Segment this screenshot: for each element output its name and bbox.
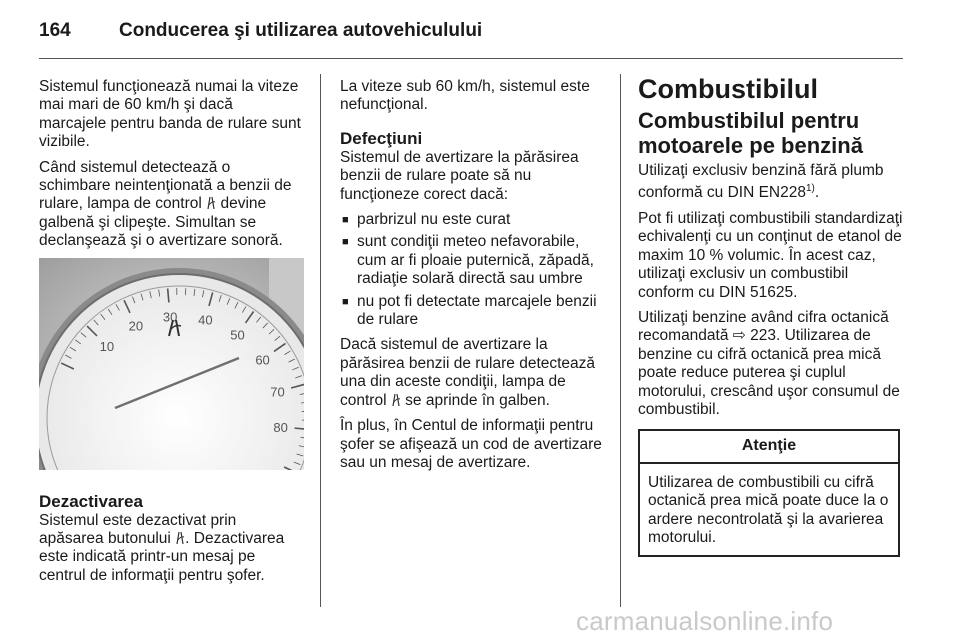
page-header	[39, 20, 919, 42]
column-2	[340, 78, 605, 479]
lane-departure-icon	[175, 531, 185, 545]
speedometer-figure	[39, 258, 304, 470]
column-divider-2	[620, 74, 621, 607]
caution-text: Utilizarea de combustibili cu cifră octanică prea mică poate duce la o ardere necontrolată şi la avarierea motorului.	[648, 473, 889, 547]
section-heading: Defecţiuni	[340, 128, 423, 148]
paragraph: Pot fi utilizaţi combustibili standardizaţi echivalenţi cu un conţinut de etanol de maxim 10 % volumic. În acest caz, utilizaţi exclusiv un combustibil conform cu DIN 51625.	[638, 209, 903, 301]
condition-list	[340, 211, 605, 329]
column-1	[39, 78, 304, 592]
list-item: ■ nu pot fi detectate marcajele benzii de rulare	[342, 292, 597, 329]
paragraph: Sistemul este dezactivat prin apăsarea butonului . Dezactivarea este indicată printr-un mesaj pe centrul de informaţii pentru şofer.	[39, 511, 285, 584]
page-number: 164	[39, 20, 71, 41]
paragraph: Sistemul de avertizare la părăsirea benzii de rulare poate să nu funcţioneze corect dacă:	[340, 148, 579, 203]
paragraph: Când sistemul detectează o schimbare neintenţionată a benzii de rulare, lampa de control devine galbenă şi clipeşte. Simultan se declanşează şi o avertizare sonoră.	[39, 158, 292, 250]
watermark: carmanualsonline.info	[576, 606, 834, 636]
lane-departure-icon	[391, 393, 401, 407]
lane-departure-icon	[206, 196, 216, 210]
paragraph: Utilizaţi benzine având cifra octanică recomandată ⇨ 223. Utilizarea de benzine cu cifră octanică prea mică poate reduce puterea şi cuplul motorului, crescând uşor consumul de combustibil.	[638, 309, 900, 419]
gauge-label: 70	[270, 384, 285, 400]
column-divider-1	[320, 74, 321, 607]
section-heading: Combustibilul pentru motoarele pe benzină	[638, 108, 863, 158]
paragraph: În plus, în Centul de informaţii pentru şofer se afişează un cod de avertizare sau un mesaj de avertizare.	[340, 417, 602, 471]
paragraph: Utilizaţi exclusiv benzină fără plumb conformă cu DIN EN228$^{1)}$.	[638, 162, 884, 202]
section-heading: Dezactivarea	[39, 491, 143, 511]
footnote-ref[interactable]: 1)	[806, 183, 815, 195]
paragraph: La viteze sub 60 km/h, sistemul este nefuncţional.	[340, 78, 590, 114]
gauge-label: 10	[99, 338, 115, 354]
gauge-label: 20	[128, 318, 144, 334]
list-item: ■ sunt condiţii meteo nefavorabile, cum ar fi ploaie puternică, zăpadă, radiaţie solară directă sau umbre	[342, 233, 594, 288]
gauge-label: 60	[255, 352, 270, 368]
header-divider	[39, 58, 903, 59]
gauge-label: 40	[198, 312, 213, 328]
running-title: Conducerea şi utilizarea autovehiculului	[119, 20, 483, 41]
column-3	[638, 74, 906, 557]
list-item: ■ parbrizul nu este curat	[342, 211, 511, 229]
paragraph: Sistemul funcţionează numai la viteze mai mari de 60 km/h şi dacă marcajele pentru banda de rulare sunt vizibile.	[39, 78, 301, 151]
caution-title: Atenţie	[640, 431, 898, 463]
caution-box	[638, 429, 900, 557]
page-reference[interactable]: 223	[750, 327, 776, 345]
gauge-label: 80	[273, 419, 288, 435]
paragraph: Dacă sistemul de avertizare la părăsirea benzii de rulare detectează una din aceste condiţii, lampa de control se aprinde în galben.	[340, 336, 596, 409]
gauge-label: 30	[162, 309, 178, 325]
gauge-label: 50	[230, 327, 245, 343]
page-ref-arrow-icon: ⇨	[732, 327, 746, 345]
chapter-title: Combustibilul	[638, 74, 818, 104]
